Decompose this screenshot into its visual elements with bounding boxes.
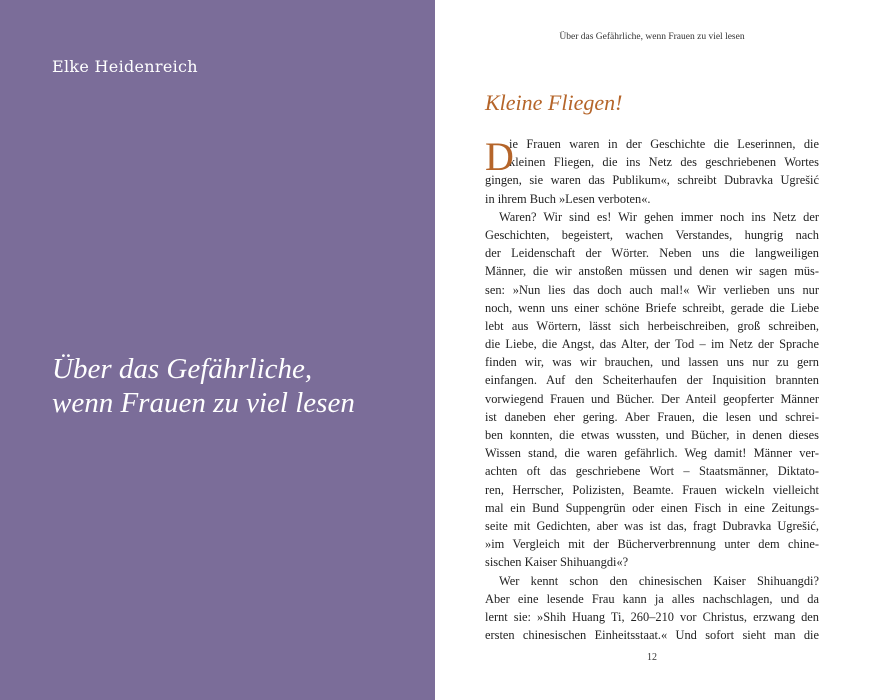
text-line: Waren? Wir sind es! Wir gehen immer noch ins Netz der xyxy=(499,209,819,224)
chapter-title: Kleine Fliegen! xyxy=(485,90,623,115)
text-line: seite mit Gedichten, aber was ist das, fragt Dubravka Ugrešić, xyxy=(485,518,819,533)
text-line: vorwiegend Frauen und Bücher. Der Anteil geopferter Männer xyxy=(485,391,819,406)
text-line: in ihrem Buch »Lesen verboten«. xyxy=(485,191,651,206)
book-title-line: wenn Frauen zu viel lesen xyxy=(52,387,355,419)
text-line: »im Vergleich mit der Bücherverbrennung unter dem chine- xyxy=(485,537,819,552)
text-line: lebt aus Wörtern, lässt sich herbeischreiben, groß schreiben, xyxy=(485,318,819,333)
text-line: Männer, die wir anstoßen müssen und denen wir sagen müs- xyxy=(485,264,819,279)
text-line: Geschichten, begeistert, wachen Verstandes, hungrig nach xyxy=(485,227,819,242)
text-line: lernt sie: »Shih Huang Ti, 260–210 vor Christus, erzwang den xyxy=(485,609,819,624)
text-line: mal ein Bund Suppengrün oder einen Fisch in eine Zeitungs- xyxy=(485,500,819,515)
text-line: kleinen Fliegen, die ins Netz des geschriebenen Wortes xyxy=(509,155,819,170)
book-title xyxy=(52,352,422,420)
body-text xyxy=(485,135,819,644)
text-line: ren, Herrscher, Polizisten, Beamte. Frauen wickeln vielleicht xyxy=(485,482,819,497)
page-number: 12 xyxy=(647,652,657,663)
text-line: ist daneben eher gering. Aber Frauen, die lesen und schrei- xyxy=(485,409,819,424)
text-line: sen: »Nun lies das doch auch mal!« Wir verlieben uns nur xyxy=(485,282,819,297)
text-line: Wer kennt schon den chinesischen Kaiser Shihuangdi? xyxy=(499,573,819,588)
drop-cap: D xyxy=(485,134,514,179)
text-line: noch, wenn uns einer schöne Briefe schreibt, gerade die Liebe xyxy=(485,300,819,315)
text-line: einfangen. Auf den Scheiterhaufen der Inquisition brannten xyxy=(485,373,819,388)
text-line: ben konnten, die etwas wussten, und Bücher, in denen dieses xyxy=(485,428,819,442)
text-line: finden wir, was wir brauchen, und lassen uns nur zu gern xyxy=(485,355,819,370)
running-header: Über das Gefährliche, wenn Frauen zu viel lesen xyxy=(559,32,745,42)
text-line: der Leidenschaft der Wörter. Neben uns die langweiligen xyxy=(485,246,819,261)
text-line: achten oft das geschriebene Wort – Staatsmänner, Diktato- xyxy=(485,464,819,479)
text-line: ie Frauen waren in der Geschichte die Leserinnen, die xyxy=(509,137,819,151)
right-page xyxy=(435,0,869,700)
book-title-line: Über das Gefährliche, xyxy=(52,353,313,385)
text-line: Wissen stand, die waren gefährlich. Weg damit! Männer ver- xyxy=(485,446,819,461)
author-name: Elke Heidenreich xyxy=(52,57,198,76)
text-line: gingen, sie waren das Publikum«, schreibt Dubravka Ugrešić xyxy=(485,173,819,188)
text-line: Aber eine lesende Frau kann ja alles nachschlagen, und da xyxy=(485,591,819,606)
text-line: sischen Kaiser Shihuangdi«? xyxy=(485,555,629,570)
text-line: die Liebe, die Angst, das Alter, der Tod – im Netz der Sprache xyxy=(485,337,819,352)
text-line: ersten chinesischen Einheitsstaat.« Und sofort sieht man die xyxy=(485,628,819,643)
